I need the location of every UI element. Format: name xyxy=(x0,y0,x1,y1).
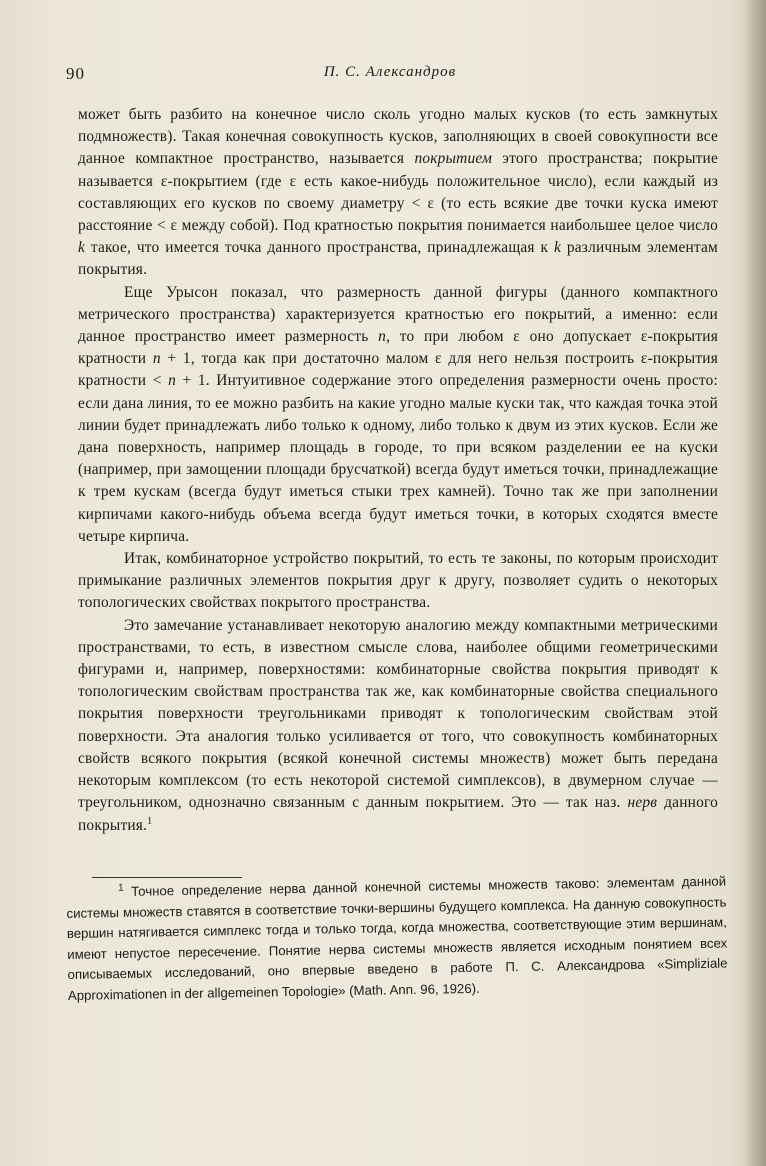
footnote-text: Точное определение нерва данной конечной системы множеств таково: элементам данной системы множеств ставятся в соответствие точки-вершины будущего комплекса. На данную совокупность вершин натягивается симплекс тогда и только тогда, когда множества, соответствующие этим вершинам, имеют непустое пересечение. Понятие нерва системы множеств является исходным понятием всех описываемых исследований, оно впервые введено в работе П. С. Александрова «Simpliziale Approximationen in der allgemeinen Topologie» (Math. Ann. 96, 1926). xyxy=(66,873,728,1003)
page-number: 90 xyxy=(66,64,85,83)
page-edge-shadow xyxy=(744,0,766,1166)
paragraph xyxy=(78,282,718,548)
text-run: этого пространства; покрытие называется ε-покрытием (где ε есть какое-нибудь положительное число), если каждый из составляющих его кусков по своему диаметру < ε (то есть всякие две точки куска имеют расстояние < ε между собой). Под кратностью покрытия понимается наибольшее целое число xyxy=(78,150,718,235)
italic-term: n xyxy=(168,372,176,390)
paragraph xyxy=(78,104,718,282)
italic-term: покрытием xyxy=(414,150,493,168)
running-head: П. С. Александров xyxy=(323,64,457,80)
text-run: + 1, тогда как при достаточно малом ε для него нельзя построить ε-покрытия кратности < xyxy=(78,350,718,390)
main-text xyxy=(78,104,718,837)
text-run: , то при любом ε оно допускает ε-покрытия кратности xyxy=(78,328,718,368)
paragraph xyxy=(78,548,718,615)
italic-term: n xyxy=(378,328,387,346)
text-run: Еще Урысон показал, что размерность данной фигуры (данного компактного метрического пространства) характеризуется кратностью его покрытий, а именно: если данное пространство имеет размерность xyxy=(78,283,718,346)
text-run: Это замечание устанавливает некоторую аналогию между компактными метрическими пространствами, то есть, в известном смысле слова, наиболее общими геометрическими фигурами и, например, поверхностями: комбинаторные свойства покрытия приводят к топологическим свойствам пространства так же, как комбинаторные свойства специального покрытия поверхности треугольниками приводят к топологическим свойствам этой поверхности. Эта аналогия только усиливается от того, что совокупность комбинаторных свойств всякого покрытия (всякой конечной системы множеств) может быть передана некоторым комплексом (то есть некоторой системой симплексов), в двумерном случае — треугольником, однозначно связанным с данным покрытием. Это — так наз. xyxy=(78,616,718,812)
page-header xyxy=(66,64,714,88)
italic-term: нерв xyxy=(627,794,658,812)
footnote-ref: 1 xyxy=(147,815,153,827)
italic-term: n xyxy=(152,350,161,368)
text-run: может быть разбито на конечное число сколь угодно малых кусков (то есть замкнутых подмножеств). Такая конечная совокупность кусков, заполняющих в своей совокупности все данное компактное пространство, называется xyxy=(78,106,718,168)
text-run: Итак, комбинаторное устройство покрытий, то есть те законы, по которым происходит примыкание различных элементов покрытия друг к другу, позволяет судить о некоторых топологических свойствах покрытого пространства. xyxy=(78,550,718,612)
italic-term: k xyxy=(554,239,562,257)
footnote-divider xyxy=(92,877,242,878)
footnote-marker: 1 xyxy=(118,882,124,894)
footnote xyxy=(66,871,728,1005)
paragraph xyxy=(78,615,718,837)
text-run: различным элементам покрытия. xyxy=(78,239,718,279)
italic-term: k xyxy=(78,239,86,257)
text-run: данного покрытия. xyxy=(78,794,719,834)
text-run: + 1. Интуитивное содержание этого определения размерности очень просто: если дана линия, то ее можно разбить на какие угодно малые куски так, что каждая точка этой линии будет принадлежать либо только к одному, либо только к двум из этих кусков. Если же дана поверхность, например площадь в городе, то при всяком разделении ее на куски (например, при замощении площади брусчаткой) всегда будут иметься точки, принадлежащие к трем кускам (всегда будут иметься стыки трех камней). Точно так же при заполнении кирпичами какого-нибудь объема всегда будут иметься точки, в которых сходятся вместе четыре кирпича. xyxy=(78,372,718,545)
text-run: такое, что имеется точка данного пространства, принадлежащая к xyxy=(85,239,555,257)
